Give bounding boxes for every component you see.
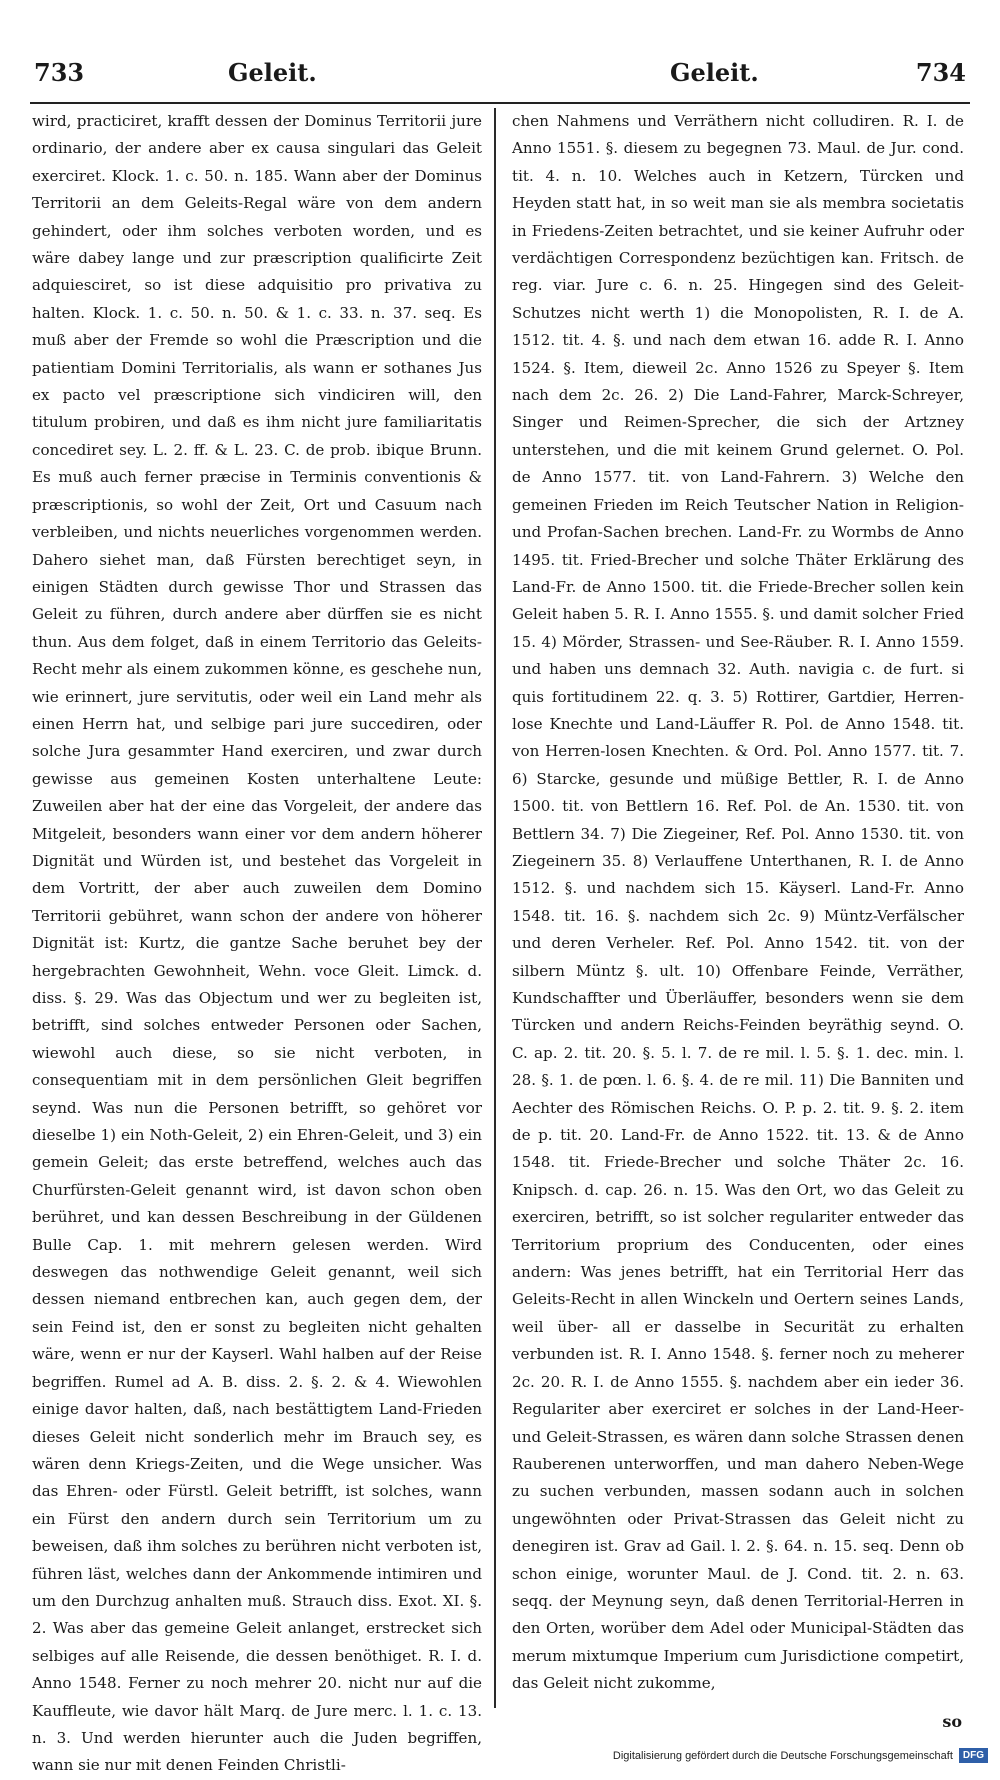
header-rule [30,102,970,104]
left-page-number: 733 [34,58,85,87]
column-divider [494,108,496,1708]
right-running-head: Geleit. [670,58,759,87]
footer [613,1748,988,1763]
dfg-logo: DFG [959,1748,988,1763]
catchword: so [942,1712,962,1731]
funding-credit: Digitalisierung gefördert durch die Deutsche Forschungsgemeinschaft [612,1749,953,1762]
left-text-column: wird, practiciret, krafft dessen der Dominus Territorii jure ordinario, der andere aber ex causa singulari das Geleit exerciret. Klock. 1. c. 50. n. 185. Wann aber der Dominus Territorii an dem Geleits-Regal wäre von dem andern gehindert, oder ihm solches verboten worden, und es wäre dabey lange und zur præscription qualificirte Zeit adquiesciret, so ist diese adquisitio pro privativa zu halten. Klock. 1. c. 50. n. 50. & 1. c. 33. n. 37. seq. Es muß aber der Fremde so wohl die Præscription und die patientiam Domini Territorialis, als wann er sothanes Jus ex pacto vel præscriptione sich vindiciren will, den titulum probiren, und daß es ihm nicht jure familiaritatis concediret sey. L. 2. ff. & L. 23. C. de prob. ibique Brunn. Es muß auch ferner præcise in Terminis conventionis & præscriptionis, so wohl der Zeit, Ort und Casuum nach verbleiben, und nichts neuerliches vorgenommen werden. Dahero siehet man, daß Fürsten berechtiget seyn, in einigen Städten durch gewisse Thor und Strassen das Geleit zu führen, durch andere aber dürffen sie es nicht thun. Aus dem folget, daß in einem Territorio das Geleits-Recht mehr als einem zukommen könne, es geschehe nun, wie erinnert, jure servitutis, oder weil ein Land mehr als einen Herrn hat, und selbige pari jure succediren, oder solche Jura gesammter Hand exerciren, und zwar durch gewisse aus gemeinen Kosten unterhaltene Leute: Zuweilen aber hat der eine das Vorgeleit, der andere das Mitgeleit, besonders wann einer vor dem andern höherer Dignität und Würden ist, und bestehet das Vorgeleit in dem Vortritt, der aber auch zuweilen dem Domino Territorii gebühret, wann schon der andere von höherer Dignität ist: Kurtz, die gantze Sache beruhet bey der hergebrachten Gewohnheit, Wehn. voce Gleit. Limck. d. diss. §. 29. Was das Objectum und wer zu begleiten ist, betrifft, sind solches entweder Personen oder Sachen, wiewohl auch diese, so sie nicht verboten, in consequentiam mit in dem persönlichen Gleit begriffen seynd. Was nun die Personen betrifft, so gehöret vor dieselbe 1) ein Noth-Geleit, 2) ein Ehren-Geleit, und 3) ein gemein Geleit; das erste betreffend, welches auch das Churfürsten-Geleit genannt wird, ist davon schon oben berühret, und kan dessen Beschreibung in der Güldenen Bulle Cap. 1. mit mehrern gelesen werden. Wird deswegen das nothwendige Geleit genannt, weil sich dessen niemand entbrechen kan, auch gegen dem, der sein Feind ist, den er sonst zu begleiten nicht gehalten wäre, wenn er nur der Kayserl. Wahl halben auf der Reise begriffen. Rumel ad A. B. diss. 2. §. 2. & 4. Wiewohlen einige davor halten, daß, nach bestättigtem Land-Frieden dieses Geleit nicht sonderlich mehr im Brauch sey, es wären denn Kriegs-Zeiten, und die Wege unsicher. Was das Ehren- oder Fürstl. Geleit betrifft, ist solches, wann ein Fürst den andern durch sein Territorium um zu beweisen, daß ihm solches zu berühren nicht verboten ist, führen läst, welches dann der Ankommende intimiren und um den Durchzug anhalten muß. Strauch diss. Exot. XI. §. 2. Was aber das gemeine Geleit anlanget, erstrecket sich selbiges auf alle Reisende, die dessen benöthiget. R. I. d. Anno 1548. Ferner zu noch mehrer 20. nicht nur auf die Kauffleute, wie davor hält Marq. de Jure merc. l. 1. c. 13. n. 3. Und werden hierunter auch die Juden begriffen, wann sie nur mit denen Feinden Christli- [32,112,482,1775]
right-text-column: chen Nahmens und Verräthern nicht colludiren. R. I. de Anno 1551. §. diesem zu begegnen 73. Maul. de Jur. cond. tit. 4. n. 10. Welches auch in Ketzern, Türcken und Heyden statt hat, in so weit man sie als membra societatis in Friedens-Zeiten betrachtet, und sie keiner Aufruhr oder verdächtigen Correspondenz bezüchtigen kan. Fritsch. de reg. viar. Jure c. 6. n. 25. Hingegen sind des Geleit-Schutzes nicht werth 1) die Monopolisten, R. I. de A. 1512. tit. 4. §. und nach dem etwan 16. adde R. I. Anno 1524. §. Item, dieweil 2c. Anno 1526 zu Speyer §. Item nach dem 2c. 26. 2) Die Land-Fahrer, Marck-Schreyer, Singer und Reimen-Sprecher, die sich der Artzney unterstehen, und die mit keinem Grund gelernet. O. Pol. de Anno 1577. tit. von Land-Fahrern. 3) Welche den gemeinen Frieden im Reich Teutscher Nation in Religion- und Profan-Sachen brechen. Land-Fr. zu Wormbs de Anno 1495. tit. Fried-Brecher und solche Thäter Erklärung des Land-Fr. de Anno 1500. tit. die Friede-Brecher sollen kein Geleit haben 5. R. I. Anno 1555. §. und damit solcher Fried 15. 4) Mörder, Strassen- und See-Räuber. R. I. Anno 1559. und haben uns demnach 32. Auth. navigia c. de furt. si quis fortitudinem 22. q. 3. 5) Rottirer, Gartdier, Herren-lose Knechte und Land-Läuffer R. Pol. de Anno 1548. tit. von Herren-losen Knechten. & Ord. Pol. Anno 1577. tit. 7. 6) Starcke, gesunde und müßige Bettler, R. I. de Anno 1500. tit. von Bettlern 16. Ref. Pol. de An. 1530. tit. von Bettlern 34. 7) Die Ziegeiner, Ref. Pol. Anno 1530. tit. von Ziegeinern 35. 8) Verlauffene Unterthanen, R. I. de Anno 1512. §. und nachdem sich 15. Käyserl. Land-Fr. Anno 1548. tit. 16. §. nachdem sich 2c. 9) Müntz-Verfälscher und deren Verheler. Ref. Pol. Anno 1542. tit. von der silbern Müntz §. ult. 10) Offenbare Feinde, Verräther, Kundschaffter und Überläuffer, besonders wenn sie dem Türcken und andern Reichs-Feinden beyräthig seynd. O. C. ap. 2. tit. 20. §. 5. l. 7. de re mil. l. 5. §. 1. dec. min. l. 28. §. 1. de pœn. l. 6. §. 4. de re mil. 11) Die Banniten und Aechter des Römischen Reichs. O. P. p. 2. tit. 9. §. 2. item de p. tit. 20. Land-Fr. de Anno 1522. tit. 13. & de Anno 1548. tit. Friede-Brecher und solche Thäter 2c. 16. Knipsch. d. cap. 26. n. 15. Was den Ort, wo das Geleit zu exerciren, betrifft, so ist solcher regulariter entweder das Territorium proprium des Conducenten, oder eines andern: Was jenes betrifft, hat ein Territorial Herr das Geleits-Recht in allen Winckeln und Oertern seines Lands, weil über- all er dasselbe in Securität zu erhalten verbunden ist. R. I. Anno 1548. §. ferner noch zu meherer 2c. 20. R. I. de Anno 1555. §. nachdem aber ein ieder 36. Regulariter aber exerciret er solches in der Land-Heer- und Geleit-Strassen, es wären dann solche Strassen denen Rauberenen unterworffen, und man dahero Neben-Wege zu suchen verbunden, massen sodann auch in solchen ungewöhnten oder Privat-Strassen das Geleit nicht zu denegiren ist. Grav ad Gail. l. 2. §. 64. n. 15. seq. Denn ob schon einige, worunter Maul. de J. Cond. tit. 2. n. 63. seqq. der Meynung seyn, daß denen Territorial-Herren in den Orten, worüber dem Adel oder Municipal-Städten das merum mixtumque Imperium cum Jurisdictione competirt, das Geleit nicht zukomme, [512,112,964,1693]
right-page-number: 734 [915,58,966,87]
left-running-head: Geleit. [228,58,317,87]
page-header [30,58,970,102]
